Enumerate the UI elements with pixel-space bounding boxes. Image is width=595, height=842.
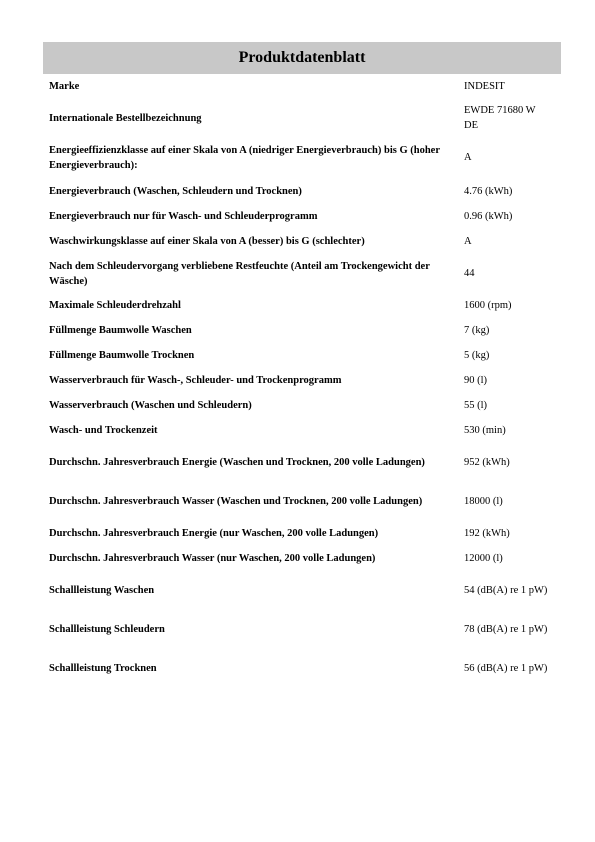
spec-value: 7 (kg) bbox=[464, 325, 490, 336]
spec-value: 55 (l) bbox=[464, 400, 488, 411]
spec-row bbox=[43, 99, 561, 137]
spec-value: 54 (dB(A) re 1 pW) bbox=[464, 585, 548, 596]
spec-value: 192 (kWh) bbox=[464, 528, 510, 539]
spec-value: 0.96 (kWh) bbox=[464, 211, 513, 222]
spec-row bbox=[43, 229, 561, 254]
spec-label: Schallleistung Trocknen bbox=[49, 663, 157, 674]
spec-row bbox=[43, 137, 561, 178]
spec-value: EWDE 71680 W DE bbox=[464, 105, 536, 131]
spec-value: 952 (kWh) bbox=[464, 457, 510, 468]
spec-label: Füllmenge Baumwolle Waschen bbox=[49, 325, 192, 336]
spec-value: 44 bbox=[464, 268, 475, 279]
spec-row bbox=[43, 482, 561, 521]
spec-label: Nach dem Schleudervorgang verbliebene Restfeuchte (Anteil am Trockengewicht der Wäsche) bbox=[49, 260, 430, 287]
spec-label: Marke bbox=[49, 81, 80, 92]
spec-label: Waschwirkungsklasse auf einer Skala von A (besser) bis G (schlechter) bbox=[49, 236, 365, 247]
spec-row bbox=[43, 293, 561, 318]
spec-row bbox=[43, 418, 561, 443]
spec-row bbox=[43, 204, 561, 229]
spec-row bbox=[43, 546, 561, 571]
page-title: Produktdatenblatt bbox=[43, 42, 561, 74]
spec-label: Energieverbrauch (Waschen, Schleudern und Trocknen) bbox=[49, 185, 302, 197]
spec-value: 18000 (l) bbox=[464, 496, 503, 507]
spec-row bbox=[43, 521, 561, 546]
spec-label: Durchschn. Jahresverbrauch Energie (nur Waschen, 200 volle Ladungen) bbox=[49, 528, 379, 539]
spec-label: Wasch- und Trockenzeit bbox=[49, 425, 158, 436]
spec-row bbox=[43, 178, 561, 204]
spec-row bbox=[43, 443, 561, 482]
spec-value: 90 (l) bbox=[464, 375, 488, 386]
spec-value: 78 (dB(A) re 1 pW) bbox=[464, 624, 548, 635]
spec-label: Energieverbrauch nur für Wasch- und Schleuderprogramm bbox=[49, 211, 318, 222]
spec-table bbox=[43, 74, 561, 688]
spec-value: 1600 (rpm) bbox=[464, 300, 512, 311]
spec-row bbox=[43, 571, 561, 610]
spec-label: Schallleistung Schleudern bbox=[49, 624, 165, 635]
spec-value: A bbox=[464, 236, 472, 247]
spec-value: 530 (min) bbox=[464, 425, 506, 436]
spec-value: 4.76 (kWh) bbox=[464, 185, 513, 197]
spec-value: INDESIT bbox=[464, 81, 505, 92]
spec-label: Durchschn. Jahresverbrauch Energie (Waschen und Trocknen, 200 volle Ladungen) bbox=[49, 457, 425, 468]
spec-row bbox=[43, 74, 561, 99]
spec-label: Durchschn. Jahresverbrauch Wasser (nur Waschen, 200 volle Ladungen) bbox=[49, 553, 376, 564]
spec-label: Wasserverbrauch (Waschen und Schleudern) bbox=[49, 400, 252, 411]
spec-value: A bbox=[464, 152, 472, 163]
spec-value: 5 (kg) bbox=[464, 350, 490, 361]
spec-value: 56 (dB(A) re 1 pW) bbox=[464, 663, 548, 674]
spec-row bbox=[43, 343, 561, 368]
spec-label: Internationale Bestellbezeichnung bbox=[49, 112, 202, 124]
spec-row bbox=[43, 368, 561, 393]
spec-label: Maximale Schleuderdrehzahl bbox=[49, 300, 181, 311]
spec-row bbox=[43, 393, 561, 418]
spec-label: Wasserverbrauch für Wasch-, Schleuder- und Trockenprogramm bbox=[49, 375, 342, 386]
spec-row bbox=[43, 610, 561, 649]
spec-row bbox=[43, 318, 561, 343]
spec-label: Energieeffizienzklasse auf einer Skala von A (niedriger Energieverbrauch) bis G (hoher Energieverbrauch): bbox=[49, 144, 440, 171]
spec-label: Schallleistung Waschen bbox=[49, 585, 155, 596]
spec-row bbox=[43, 649, 561, 688]
spec-label: Füllmenge Baumwolle Trocknen bbox=[49, 350, 195, 361]
spec-value: 12000 (l) bbox=[464, 553, 503, 564]
spec-row bbox=[43, 254, 561, 293]
spec-label: Durchschn. Jahresverbrauch Wasser (Waschen und Trocknen, 200 volle Ladungen) bbox=[49, 496, 423, 507]
